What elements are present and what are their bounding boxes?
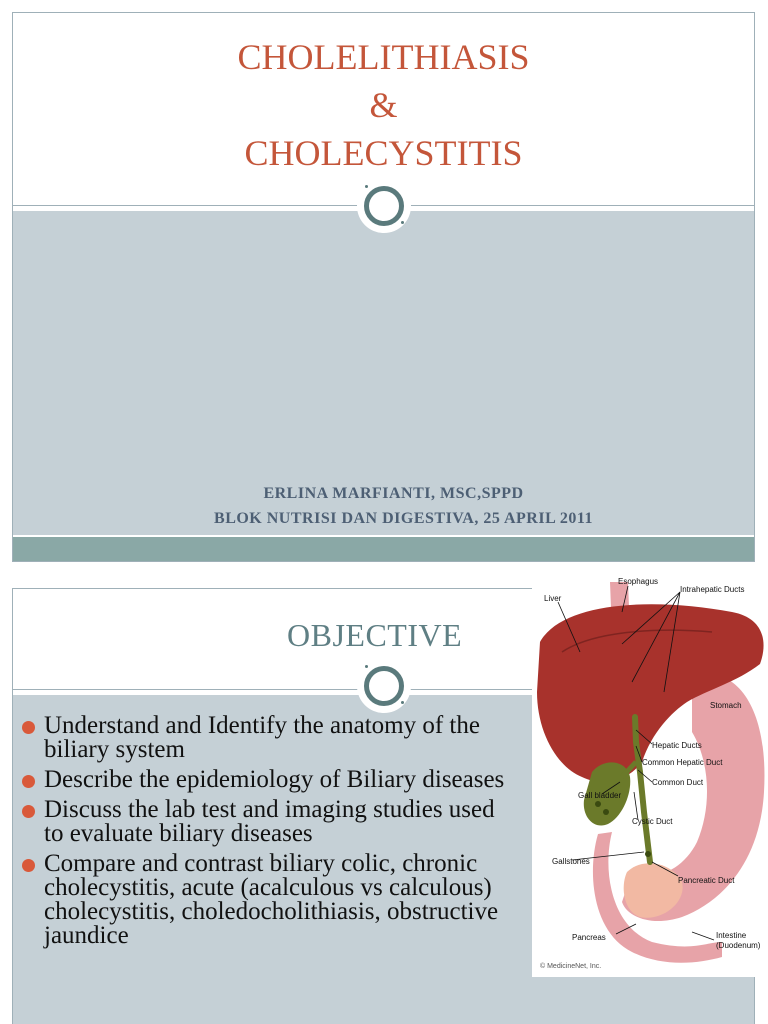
slide-title: OBJECTIVE xyxy=(287,617,463,653)
ornament-dot-icon xyxy=(401,701,404,704)
figure-copyright: © MedicineNet, Inc. xyxy=(540,963,602,970)
bullet-icon xyxy=(22,859,35,872)
slide-title xyxy=(13,33,754,177)
ornament-dot-icon xyxy=(365,185,368,188)
gallstone-icon xyxy=(645,851,651,857)
list-item: Understand and Identify the anatomy of the biliary system xyxy=(22,714,512,762)
ring-ornament-icon xyxy=(364,186,404,226)
objective-list xyxy=(22,714,512,954)
label-common-duct: Common Duct xyxy=(652,778,704,787)
label-common-hepatic-duct: Common Hepatic Duct xyxy=(642,758,723,767)
label-cystic-duct: Cystic Duct xyxy=(632,817,673,826)
ornament-dot-icon xyxy=(365,665,368,668)
label-gallbladder: Gall bladder xyxy=(578,791,622,800)
footer-band xyxy=(13,537,754,562)
gallstone-icon xyxy=(595,801,601,807)
ring-ornament-icon xyxy=(364,666,404,706)
label-intrahepatic-ducts: Intrahepatic Ducts xyxy=(680,585,745,594)
label-liver: Liver xyxy=(544,594,562,603)
bullet-icon xyxy=(22,721,35,734)
list-item: Describe the epidemiology of Biliary diseases xyxy=(22,768,512,792)
title-line-3: CHOLECYSTITIS xyxy=(244,133,523,173)
event-line: BLOK NUTRISI DAN DIGESTIVA, 25 APRIL 2011 xyxy=(214,510,593,527)
list-item: Discuss the lab test and imaging studies used to evaluate biliary diseases xyxy=(22,798,512,846)
bullet-icon xyxy=(22,805,35,818)
label-pancreatic-duct: Pancreatic Duct xyxy=(678,876,735,885)
gallstone-icon xyxy=(603,809,609,815)
list-item: Compare and contrast biliary colic, chronic cholecystitis, acute (acalculous vs calculous) cholecystitis, choledocholithiasis, obstructive jaundice xyxy=(22,852,512,948)
anatomy-illustration xyxy=(532,572,768,977)
label-stomach: Stomach xyxy=(710,701,742,710)
title-line-1: CHOLELITHIASIS xyxy=(237,37,530,77)
label-pancreas: Pancreas xyxy=(572,933,606,942)
label-gallstones: Gallstones xyxy=(552,857,590,866)
biliary-anatomy-figure xyxy=(532,572,768,977)
label-intestine: Intestine xyxy=(716,931,747,940)
label-duodenum: (Duodenum) xyxy=(716,941,761,950)
label-esophagus: Esophagus xyxy=(618,577,659,586)
author-name: ERLINA MARFIANTI, MSC,SPPD xyxy=(263,485,524,502)
bullet-icon xyxy=(22,775,35,788)
title-slide xyxy=(12,12,755,562)
title-line-2: & xyxy=(369,85,398,125)
ornament-dot-icon xyxy=(401,221,404,224)
label-hepatic-ducts: Hepatic Ducts xyxy=(652,741,702,750)
